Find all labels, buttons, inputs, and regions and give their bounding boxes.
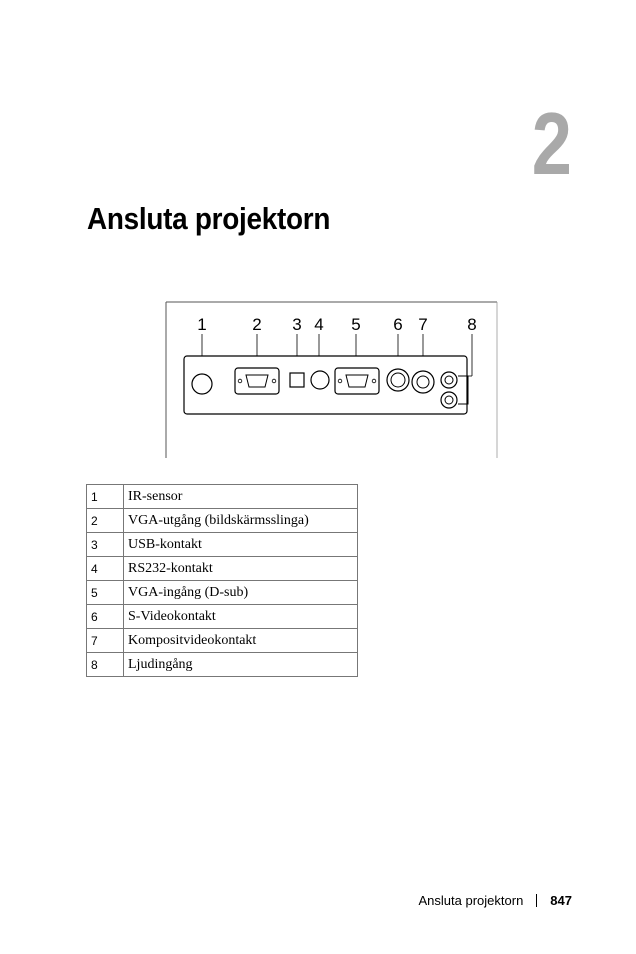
callout-2: 2 (252, 315, 262, 334)
connector-panel-figure (160, 296, 505, 462)
callout-4: 4 (314, 315, 324, 334)
rs232-icon (311, 371, 329, 389)
table-row (87, 581, 358, 605)
chapter-title: Ansluta projektorn (87, 201, 331, 236)
chapter-number: 2 (531, 94, 572, 193)
row-description: USB-kontakt (124, 533, 358, 557)
composite-video-icon (412, 371, 434, 393)
ir-sensor-icon (192, 374, 212, 394)
footer-divider (536, 894, 537, 907)
callout-3: 3 (292, 315, 302, 334)
callout-5: 5 (351, 315, 361, 334)
row-number: 7 (87, 629, 124, 653)
table-row (87, 533, 358, 557)
row-description: IR-sensor (124, 485, 358, 509)
row-description: RS232-kontakt (124, 557, 358, 581)
table-row (87, 509, 358, 533)
page-footer (419, 893, 572, 908)
usb-icon (290, 373, 304, 387)
row-description: S-Videokontakt (124, 605, 358, 629)
row-number: 5 (87, 581, 124, 605)
callout-6: 6 (393, 315, 403, 334)
connector-panel-drawing (160, 296, 505, 462)
table-row (87, 629, 358, 653)
audio-in-right-icon (441, 392, 457, 408)
table-row (87, 485, 358, 509)
row-number: 2 (87, 509, 124, 533)
table-row (87, 653, 358, 677)
table-row (87, 557, 358, 581)
row-number: 8 (87, 653, 124, 677)
row-description: VGA-utgång (bildskärmsslinga) (124, 509, 358, 533)
row-description: Ljudingång (124, 653, 358, 677)
connector-legend-table (86, 484, 358, 677)
callout-8: 8 (467, 315, 477, 334)
row-number: 6 (87, 605, 124, 629)
page-number: 847 (550, 893, 572, 908)
s-video-icon (387, 369, 409, 391)
row-number: 4 (87, 557, 124, 581)
row-number: 3 (87, 533, 124, 557)
row-description: Kompositvideokontakt (124, 629, 358, 653)
row-number: 1 (87, 485, 124, 509)
footer-section-title: Ansluta projektorn (418, 893, 524, 908)
table-row (87, 605, 358, 629)
callout-7: 7 (418, 315, 428, 334)
audio-in-left-icon (441, 372, 457, 388)
row-description: VGA-ingång (D-sub) (124, 581, 358, 605)
callout-1: 1 (197, 315, 207, 334)
